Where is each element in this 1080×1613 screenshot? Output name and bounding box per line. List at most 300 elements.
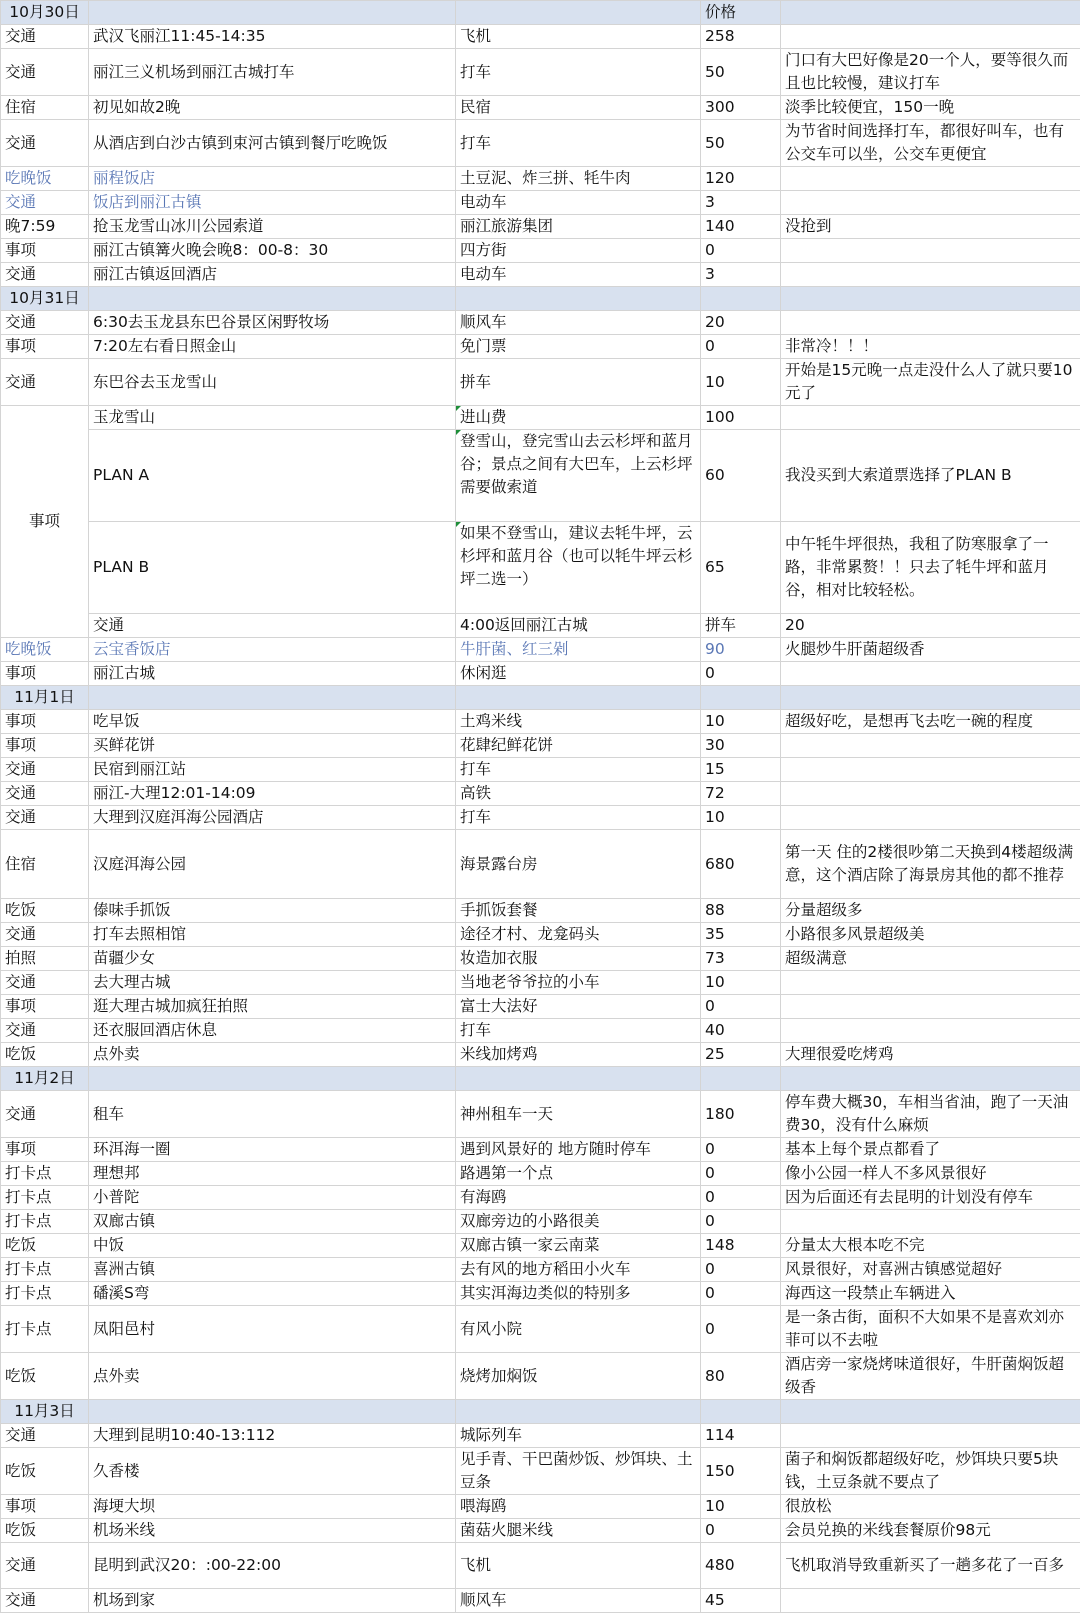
cell-category: 交通 bbox=[1, 923, 89, 947]
cell-note bbox=[781, 311, 1080, 335]
cell-item: 磻溪S弯 bbox=[89, 1282, 456, 1306]
cell-category: 交通 bbox=[1, 1019, 89, 1043]
table-row bbox=[1, 662, 1080, 686]
table-row bbox=[1, 215, 1080, 239]
cell-price: 100 bbox=[701, 406, 781, 430]
cell-detail: 去有风的地方稻田小火车 bbox=[456, 1258, 701, 1282]
table-row bbox=[1, 947, 1080, 971]
cell-item: 丽江古镇返回酒店 bbox=[89, 263, 456, 287]
cell-category: 交通 bbox=[1, 191, 89, 215]
table-row bbox=[1, 96, 1080, 120]
cell-note bbox=[781, 287, 1080, 311]
table-row bbox=[1, 406, 1080, 430]
cell-note: 为节省时间选择打车，都很好叫车，也有公交车可以坐，公交车更便宜 bbox=[781, 120, 1080, 167]
cell-note: 没抢到 bbox=[781, 215, 1080, 239]
table-row bbox=[1, 1186, 1080, 1210]
table-row bbox=[1, 1353, 1080, 1400]
cell-item: 汉庭洱海公园 bbox=[89, 830, 456, 899]
cell-detail: 顺风车 bbox=[456, 311, 701, 335]
cell-item: 傣味手抓饭 bbox=[89, 899, 456, 923]
table-row bbox=[1, 191, 1080, 215]
cell-category: 11月1日 bbox=[1, 686, 89, 710]
cell-price: 0 bbox=[701, 1306, 781, 1353]
cell-item: 逛大理古城加疯狂拍照 bbox=[89, 995, 456, 1019]
cell-detail: 飞机 bbox=[456, 1543, 701, 1589]
cell-category: 交通 bbox=[1, 971, 89, 995]
cell-item: PLAN A bbox=[89, 430, 456, 522]
table-row bbox=[1, 1589, 1080, 1613]
cell-item: 大理到昆明10:40-13:112 bbox=[89, 1424, 456, 1448]
cell-price: 30 bbox=[701, 734, 781, 758]
table-row bbox=[1, 120, 1080, 167]
table-row bbox=[1, 758, 1080, 782]
cell-item: 凤阳邑村 bbox=[89, 1306, 456, 1353]
table-row bbox=[1, 25, 1080, 49]
cell-price: 40 bbox=[701, 1019, 781, 1043]
table-row bbox=[1, 1138, 1080, 1162]
cell-price: 10 bbox=[701, 806, 781, 830]
cell-item: 东巴谷去玉龙雪山 bbox=[89, 359, 456, 406]
cell-category: 交通 bbox=[1, 806, 89, 830]
cell-note: 会员兑换的米线套餐原价98元 bbox=[781, 1519, 1080, 1543]
cell-category: 交通 bbox=[1, 1424, 89, 1448]
table-row bbox=[1, 1091, 1080, 1138]
table-row bbox=[1, 710, 1080, 734]
table-row bbox=[1, 1210, 1080, 1234]
table-row bbox=[1, 1258, 1080, 1282]
cell-item: 抢玉龙雪山冰川公园索道 bbox=[89, 215, 456, 239]
cell-price: 0 bbox=[701, 1519, 781, 1543]
cell-item: 机场米线 bbox=[89, 1519, 456, 1543]
table-row bbox=[1, 923, 1080, 947]
cell-detail: 高铁 bbox=[456, 782, 701, 806]
cell-category: 打卡点 bbox=[1, 1162, 89, 1186]
cell-note: 因为后面还有去昆明的计划没有停车 bbox=[781, 1186, 1080, 1210]
cell-item: 久香楼 bbox=[89, 1448, 456, 1495]
table-row bbox=[1, 830, 1080, 899]
table-row bbox=[1, 638, 1080, 662]
cell-item: 打车去照相馆 bbox=[89, 923, 456, 947]
cell-detail: 打车 bbox=[456, 1019, 701, 1043]
cell-detail: 拼车 bbox=[456, 359, 701, 406]
table-row bbox=[1, 1282, 1080, 1306]
cell-note bbox=[781, 239, 1080, 263]
cell-note bbox=[781, 686, 1080, 710]
cell-note: 酒店旁一家烧烤味道很好，牛肝菌焖饭超级香 bbox=[781, 1353, 1080, 1400]
cell-price bbox=[701, 686, 781, 710]
cell-detail: 四方街 bbox=[456, 239, 701, 263]
date-row bbox=[1, 287, 1080, 311]
cell-note: 小路很多风景超级美 bbox=[781, 923, 1080, 947]
cell-note: 菌子和焖饭都超级好吃，炒饵块只要5块钱，土豆条就不要点了 bbox=[781, 1448, 1080, 1495]
cell-item: 初见如故2晚 bbox=[89, 96, 456, 120]
cell-detail: 菌菇火腿米线 bbox=[456, 1519, 701, 1543]
cell-detail: 飞机 bbox=[456, 25, 701, 49]
cell-item: 丽江古镇篝火晚会晚8：00-8：30 bbox=[89, 239, 456, 263]
cell-note: 基本上每个景点都看了 bbox=[781, 1138, 1080, 1162]
cell-category: 事项 bbox=[1, 995, 89, 1019]
cell-note: 分量超级多 bbox=[781, 899, 1080, 923]
cell-detail: 米线加烤鸡 bbox=[456, 1043, 701, 1067]
cell-price: 0 bbox=[701, 1162, 781, 1186]
cell-item bbox=[89, 287, 456, 311]
table-row bbox=[1, 1543, 1080, 1589]
cell-detail: 有风小院 bbox=[456, 1306, 701, 1353]
cell-category: 交通 bbox=[1, 1589, 89, 1613]
table-row bbox=[1, 1162, 1080, 1186]
table-row bbox=[1, 359, 1080, 406]
cell-item: 云宝香饭店 bbox=[89, 638, 456, 662]
table-row bbox=[1, 430, 1080, 522]
table-row bbox=[1, 49, 1080, 96]
table-row bbox=[1, 995, 1080, 1019]
table-row bbox=[1, 1495, 1080, 1519]
cell-item: 租车 bbox=[89, 1091, 456, 1138]
cell-detail: 神州租车一天 bbox=[456, 1091, 701, 1138]
cell-price: 25 bbox=[701, 1043, 781, 1067]
cell-note bbox=[781, 1067, 1080, 1091]
cell-category: 交通 bbox=[1, 120, 89, 167]
cell-price: 0 bbox=[701, 995, 781, 1019]
cell-item bbox=[89, 1400, 456, 1424]
cell-item: 喜洲古镇 bbox=[89, 1258, 456, 1282]
cell-category: 11月2日 bbox=[1, 1067, 89, 1091]
cell-detail: 海景露台房 bbox=[456, 830, 701, 899]
cell-detail: 双廊古镇一家云南菜 bbox=[456, 1234, 701, 1258]
cell-category: 吃晚饭 bbox=[1, 167, 89, 191]
cell-note: 风景很好，对喜洲古镇感觉超好 bbox=[781, 1258, 1080, 1282]
cell-category: 交通 bbox=[1, 1091, 89, 1138]
cell-price: 88 bbox=[701, 899, 781, 923]
cell-detail bbox=[456, 287, 701, 311]
cell-price: 148 bbox=[701, 1234, 781, 1258]
table-row bbox=[1, 971, 1080, 995]
cell-detail: 民宿 bbox=[456, 96, 701, 120]
table-row bbox=[1, 782, 1080, 806]
cell-detail: 花肆纪鲜花饼 bbox=[456, 734, 701, 758]
cell-item: 大理到汉庭洱海公园酒店 bbox=[89, 806, 456, 830]
table-row bbox=[1, 1019, 1080, 1043]
cell-category: 晚7:59 bbox=[1, 215, 89, 239]
cell-category: 吃饭 bbox=[1, 1448, 89, 1495]
cell-item: 海埂大坝 bbox=[89, 1495, 456, 1519]
cell-item bbox=[89, 1, 456, 25]
cell-category: 打卡点 bbox=[1, 1306, 89, 1353]
cell-item: 苗疆少女 bbox=[89, 947, 456, 971]
cell-detail: 4:00返回丽江古城 bbox=[456, 614, 701, 638]
cell-item bbox=[89, 686, 456, 710]
cell-item: 机场到家 bbox=[89, 1589, 456, 1613]
cell-detail: 打车 bbox=[456, 120, 701, 167]
cell-category: 交通 bbox=[1, 782, 89, 806]
cell-note: 飞机取消导致重新买了一趟多花了一百多 bbox=[781, 1543, 1080, 1589]
cell-item: 丽程饭店 bbox=[89, 167, 456, 191]
cell-price: 0 bbox=[701, 1186, 781, 1210]
cell-price: 50 bbox=[701, 120, 781, 167]
cell-item: 丽江三义机场到丽江古城打车 bbox=[89, 49, 456, 96]
table-row bbox=[1, 1306, 1080, 1353]
cell-category: 交通 bbox=[1, 758, 89, 782]
cell-item: 7:20左右看日照金山 bbox=[89, 335, 456, 359]
table-row bbox=[1, 614, 1080, 638]
cell-note bbox=[781, 191, 1080, 215]
cell-note: 20 bbox=[781, 614, 1080, 638]
cell-item: 中饭 bbox=[89, 1234, 456, 1258]
cell-category: 打卡点 bbox=[1, 1282, 89, 1306]
cell-detail bbox=[456, 686, 701, 710]
cell-note: 开始是15元晚一点走没什么人了就只要10元了 bbox=[781, 359, 1080, 406]
cell-note bbox=[781, 1, 1080, 25]
cell-detail: 打车 bbox=[456, 49, 701, 96]
cell-note bbox=[781, 263, 1080, 287]
cell-item: PLAN B bbox=[89, 522, 456, 614]
cell-detail: 登雪山，登完雪山去云杉坪和蓝月谷；景点之间有大巴车，上云杉坪需要做索道 bbox=[456, 430, 701, 522]
cell-price: 10 bbox=[701, 971, 781, 995]
cell-detail bbox=[456, 1, 701, 25]
cell-note: 超级满意 bbox=[781, 947, 1080, 971]
cell-note: 海西这一段禁止车辆进入 bbox=[781, 1282, 1080, 1306]
cell-detail: 路遇第一个点 bbox=[456, 1162, 701, 1186]
cell-price: 0 bbox=[701, 335, 781, 359]
cell-detail: 电动车 bbox=[456, 191, 701, 215]
cell-note: 第一天 住的2楼很吵第二天换到4楼超级满意，这个酒店除了海景房其他的都不推荐 bbox=[781, 830, 1080, 899]
cell-note: 淡季比较便宜，150一晚 bbox=[781, 96, 1080, 120]
cell-note: 我没买到大索道票选择了PLAN B bbox=[781, 430, 1080, 522]
cell-detail: 喂海鸥 bbox=[456, 1495, 701, 1519]
cell-note bbox=[781, 806, 1080, 830]
cell-category: 吃饭 bbox=[1, 1519, 89, 1543]
cell-item: 交通 bbox=[89, 614, 456, 638]
cell-item: 从酒店到白沙古镇到束河古镇到餐厅吃晚饭 bbox=[89, 120, 456, 167]
cell-item: 点外卖 bbox=[89, 1043, 456, 1067]
cell-note: 像小公园一样人不多风景很好 bbox=[781, 1162, 1080, 1186]
cell-detail: 电动车 bbox=[456, 263, 701, 287]
cell-item: 去大理古城 bbox=[89, 971, 456, 995]
cell-detail: 其实洱海边类似的特别多 bbox=[456, 1282, 701, 1306]
cell-item: 丽江-大理12:01-14:09 bbox=[89, 782, 456, 806]
cell-detail bbox=[456, 1067, 701, 1091]
table-row bbox=[1, 806, 1080, 830]
cell-note: 非常冷！！！ bbox=[781, 335, 1080, 359]
cell-category: 事项 bbox=[1, 335, 89, 359]
table-row bbox=[1, 1424, 1080, 1448]
cell-item: 丽江古城 bbox=[89, 662, 456, 686]
cell-price: 0 bbox=[701, 239, 781, 263]
cell-detail: 富士大法好 bbox=[456, 995, 701, 1019]
cell-category: 吃饭 bbox=[1, 899, 89, 923]
cell-price: 35 bbox=[701, 923, 781, 947]
cell-note bbox=[781, 1424, 1080, 1448]
cell-price: 180 bbox=[701, 1091, 781, 1138]
cell-category: 吃饭 bbox=[1, 1043, 89, 1067]
table-row bbox=[1, 522, 1080, 614]
cell-category: 交通 bbox=[1, 25, 89, 49]
cell-category: 10月30日 bbox=[1, 1, 89, 25]
cell-price: 0 bbox=[701, 1258, 781, 1282]
cell-category: 打卡点 bbox=[1, 1258, 89, 1282]
cell-category: 10月31日 bbox=[1, 287, 89, 311]
cell-price: 73 bbox=[701, 947, 781, 971]
cell-price: 10 bbox=[701, 1495, 781, 1519]
cell-note bbox=[781, 758, 1080, 782]
date-row bbox=[1, 1, 1080, 25]
cell-note: 中午牦牛坪很热，我租了防寒服拿了一路，非常累赘！！只去了牦牛坪和蓝月谷，相对比较轻松。 bbox=[781, 522, 1080, 614]
cell-price: 价格 bbox=[701, 1, 781, 25]
cell-item: 双廊古镇 bbox=[89, 1210, 456, 1234]
cell-category: 事项 bbox=[1, 406, 89, 638]
cell-item: 还衣服回酒店休息 bbox=[89, 1019, 456, 1043]
cell-category: 交通 bbox=[1, 263, 89, 287]
cell-price: 15 bbox=[701, 758, 781, 782]
cell-category: 交通 bbox=[1, 1543, 89, 1589]
cell-item: 买鲜花饼 bbox=[89, 734, 456, 758]
cell-note: 火腿炒牛肝菌超级香 bbox=[781, 638, 1080, 662]
table-row bbox=[1, 311, 1080, 335]
cell-category: 事项 bbox=[1, 662, 89, 686]
cell-price: 72 bbox=[701, 782, 781, 806]
table-row bbox=[1, 1043, 1080, 1067]
cell-detail: 手抓饭套餐 bbox=[456, 899, 701, 923]
cell-price: 3 bbox=[701, 191, 781, 215]
cell-price: 680 bbox=[701, 830, 781, 899]
cell-price: 65 bbox=[701, 522, 781, 614]
cell-item: 吃早饭 bbox=[89, 710, 456, 734]
cell-price bbox=[701, 287, 781, 311]
cell-category: 交通 bbox=[1, 311, 89, 335]
cell-note: 大理很爱吃烤鸡 bbox=[781, 1043, 1080, 1067]
cell-note bbox=[781, 167, 1080, 191]
cell-detail: 打车 bbox=[456, 806, 701, 830]
cell-note: 分量太大根本吃不完 bbox=[781, 1234, 1080, 1258]
table-row bbox=[1, 263, 1080, 287]
table-row bbox=[1, 167, 1080, 191]
cell-note: 是一条古街，面积不大如果不是喜欢刘亦菲可以不去啦 bbox=[781, 1306, 1080, 1353]
cell-price: 20 bbox=[701, 311, 781, 335]
date-row bbox=[1, 1067, 1080, 1091]
date-row bbox=[1, 1400, 1080, 1424]
cell-note bbox=[781, 662, 1080, 686]
cell-detail: 烧烤加焖饭 bbox=[456, 1353, 701, 1400]
cell-category: 吃饭 bbox=[1, 1353, 89, 1400]
cell-detail: 牛肝菌、红三剁 bbox=[456, 638, 701, 662]
cell-detail: 有海鸥 bbox=[456, 1186, 701, 1210]
cell-price: 0 bbox=[701, 1138, 781, 1162]
cell-item: 武汉飞丽江11:45-14:35 bbox=[89, 25, 456, 49]
cell-note bbox=[781, 1400, 1080, 1424]
cell-detail: 土鸡米线 bbox=[456, 710, 701, 734]
table-row bbox=[1, 1519, 1080, 1543]
cell-price: 45 bbox=[701, 1589, 781, 1613]
cell-item bbox=[89, 1067, 456, 1091]
cell-note bbox=[781, 782, 1080, 806]
cell-price: 60 bbox=[701, 430, 781, 522]
cell-price: 300 bbox=[701, 96, 781, 120]
cell-category: 11月3日 bbox=[1, 1400, 89, 1424]
cell-price: 140 bbox=[701, 215, 781, 239]
cell-price: 拼车 bbox=[701, 614, 781, 638]
cell-item: 6:30去玉龙县东巴谷景区闲野牧场 bbox=[89, 311, 456, 335]
cell-item: 昆明到武汉20：:00-22:00 bbox=[89, 1543, 456, 1589]
table-row bbox=[1, 899, 1080, 923]
cell-category: 交通 bbox=[1, 359, 89, 406]
table-row bbox=[1, 239, 1080, 263]
table-row bbox=[1, 1234, 1080, 1258]
cell-price: 80 bbox=[701, 1353, 781, 1400]
cell-item: 小普陀 bbox=[89, 1186, 456, 1210]
cell-detail: 当地老爷爷拉的小车 bbox=[456, 971, 701, 995]
cell-category: 事项 bbox=[1, 1495, 89, 1519]
cell-category: 事项 bbox=[1, 1138, 89, 1162]
table-row bbox=[1, 335, 1080, 359]
cell-detail: 休闲逛 bbox=[456, 662, 701, 686]
cell-detail: 打车 bbox=[456, 758, 701, 782]
cell-detail bbox=[456, 1400, 701, 1424]
cell-detail: 妆造加衣服 bbox=[456, 947, 701, 971]
cell-price: 0 bbox=[701, 1282, 781, 1306]
cell-note bbox=[781, 1589, 1080, 1613]
cell-category: 打卡点 bbox=[1, 1210, 89, 1234]
cell-price: 480 bbox=[701, 1543, 781, 1589]
cell-detail: 丽江旅游集团 bbox=[456, 215, 701, 239]
cell-category: 交通 bbox=[1, 49, 89, 96]
cell-item: 环洱海一圈 bbox=[89, 1138, 456, 1162]
cell-category: 吃晚饭 bbox=[1, 638, 89, 662]
cell-detail: 遇到风景好的 地方随时停车 bbox=[456, 1138, 701, 1162]
cell-category: 事项 bbox=[1, 734, 89, 758]
cell-detail: 途径才村、龙龛码头 bbox=[456, 923, 701, 947]
cell-price: 3 bbox=[701, 263, 781, 287]
cell-note bbox=[781, 1019, 1080, 1043]
cell-price bbox=[701, 1067, 781, 1091]
cell-detail: 双廊旁边的小路很美 bbox=[456, 1210, 701, 1234]
cell-detail: 顺风车 bbox=[456, 1589, 701, 1613]
cell-note: 门口有大巴好像是20一个人，要等很久而且也比较慢，建议打车 bbox=[781, 49, 1080, 96]
cell-item: 民宿到丽江站 bbox=[89, 758, 456, 782]
cell-category: 住宿 bbox=[1, 830, 89, 899]
date-row bbox=[1, 686, 1080, 710]
cell-note bbox=[781, 25, 1080, 49]
cell-detail: 进山费 bbox=[456, 406, 701, 430]
table-row bbox=[1, 1448, 1080, 1495]
cell-note: 停车费大概30，车相当省油，跑了一天油费30，没有什么麻烦 bbox=[781, 1091, 1080, 1138]
cell-detail: 城际列车 bbox=[456, 1424, 701, 1448]
cell-price bbox=[701, 1400, 781, 1424]
cell-item: 饭店到丽江古镇 bbox=[89, 191, 456, 215]
cell-price: 258 bbox=[701, 25, 781, 49]
cell-category: 住宿 bbox=[1, 96, 89, 120]
cell-price: 10 bbox=[701, 359, 781, 406]
cell-note bbox=[781, 971, 1080, 995]
cell-detail: 免门票 bbox=[456, 335, 701, 359]
cell-detail: 见手青、干巴菌炒饭、炒饵块、土豆条 bbox=[456, 1448, 701, 1495]
cell-price: 90 bbox=[701, 638, 781, 662]
cell-category: 事项 bbox=[1, 710, 89, 734]
cell-detail: 如果不登雪山，建议去牦牛坪，云杉坪和蓝月谷（也可以牦牛坪云杉坪二选一） bbox=[456, 522, 701, 614]
cell-price: 0 bbox=[701, 1210, 781, 1234]
cell-item: 点外卖 bbox=[89, 1353, 456, 1400]
cell-category: 事项 bbox=[1, 239, 89, 263]
table-row bbox=[1, 734, 1080, 758]
cell-item: 理想邦 bbox=[89, 1162, 456, 1186]
cell-category: 吃饭 bbox=[1, 1234, 89, 1258]
cell-price: 50 bbox=[701, 49, 781, 96]
cell-note: 超级好吃，是想再飞去吃一碗的程度 bbox=[781, 710, 1080, 734]
cell-note: 很放松 bbox=[781, 1495, 1080, 1519]
cell-category: 打卡点 bbox=[1, 1186, 89, 1210]
cell-price: 0 bbox=[701, 662, 781, 686]
cell-note bbox=[781, 734, 1080, 758]
cell-category: 拍照 bbox=[1, 947, 89, 971]
